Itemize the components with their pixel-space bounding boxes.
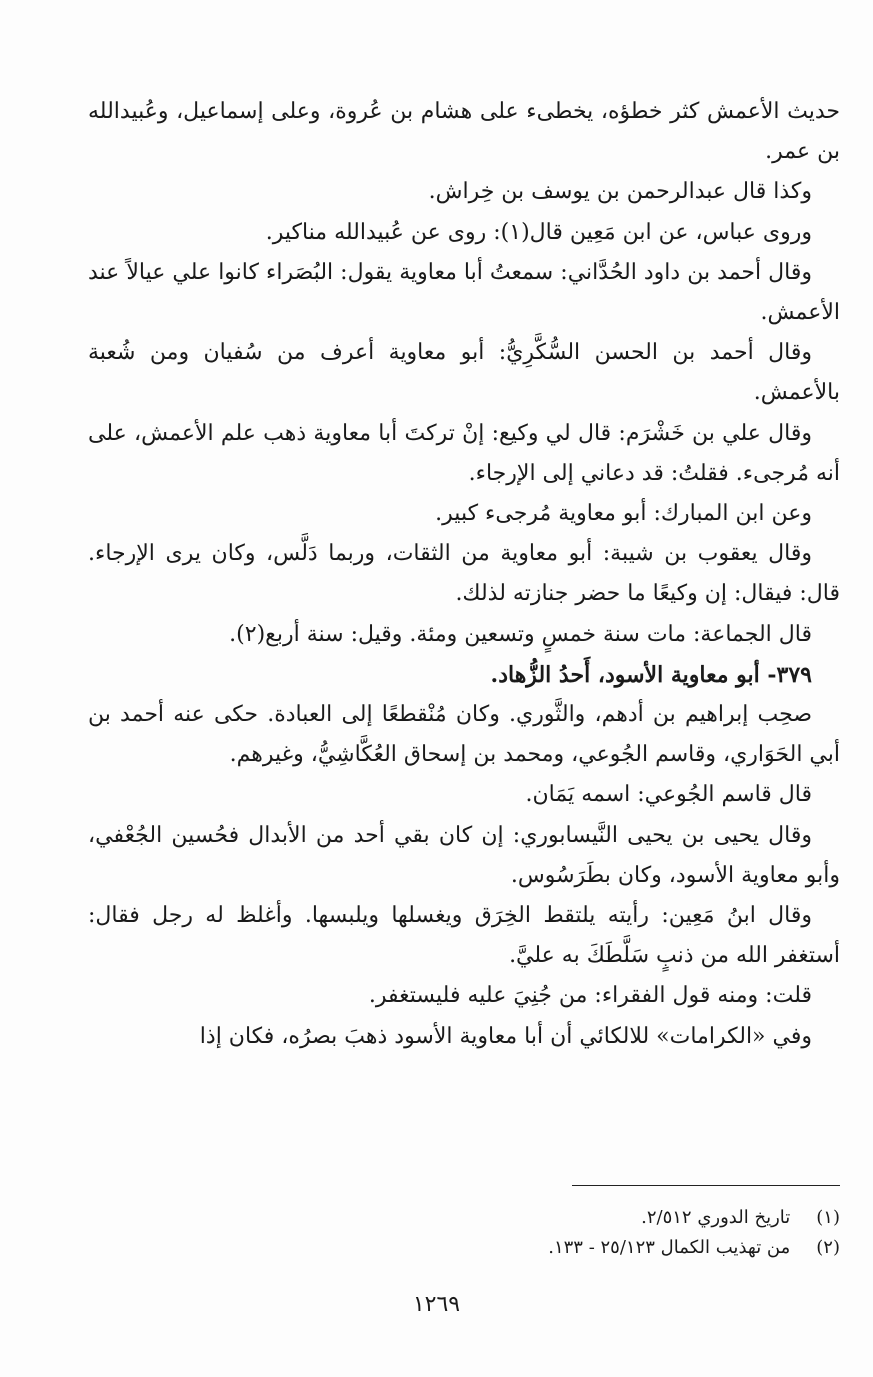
paragraph: وفي «الكرامات» للالكائي أن أبا معاوية الأسود ذهبَ بصرُه، فكان إذا [199, 1023, 812, 1049]
paragraph: قال الجماعة: مات سنة خمسٍ وتسعين ومئة. وقيل: سنة أربع(٢). [229, 621, 812, 647]
paragraph: وقال أحمد بن الحسن السُّكَّرِيُّ: أبو معاوية أعرف من سُفيان ومن شُعبة بالأعمش. [88, 340, 840, 406]
footnote-divider [572, 1185, 840, 1186]
footnote-number: (١) [816, 1207, 840, 1228]
paragraph: وقال يحيى بن يحيى النَّيسابوري: إن كان بقي أحد من الأبدال فحُسين الجُعْفي، وأبو معاوية الأسود، وكان بطَرَسُوس. [88, 822, 840, 888]
footnote-text: تاريخ الدوري ٢/٥١٢. [641, 1207, 791, 1228]
footnote [88, 1203, 840, 1233]
paragraph: وكذا قال عبدالرحمن بن يوسف بن خِراش. [428, 179, 812, 205]
footnote [88, 1233, 840, 1263]
footnote-number: (٢) [816, 1237, 840, 1258]
main-text-block [88, 92, 840, 1057]
paragraph: قلت: ومنه قول الفقراء: من جُنِيَ عليه فليستغفر. [368, 983, 812, 1009]
footnote-text: من تهذيب الكمال ٢٥/١٢٣ - ١٣٣. [548, 1237, 791, 1258]
paragraph: وقال ابنُ مَعِين: رأيته يلتقط الخِرَق ويغسلها ويلبسها. وأغلظ له رجل فقال: أستغفر الله من ذنبٍ سَلَّطَكَ به عليَّ. [88, 903, 840, 969]
paragraph: وروى عباس، عن ابن مَعِين قال(١): روى عن عُبيدالله مناكير. [265, 219, 812, 245]
paragraph: وقال أحمد بن داود الحُدَّاني: سمعتُ أبا معاوية يقول: البُصَراء كانوا علي عيالاً عند الأعمش. [88, 259, 840, 326]
paragraph: وقال يعقوب بن شيبة: أبو معاوية من الثقات، وربما دَلَّس، وكان يرى الإرجاء. قال: فيقال: إن وكيعًا ما حضر جنازته لذلك. [88, 541, 840, 607]
paragraph: قال قاسم الجُوعي: اسمه يَمَان. [525, 782, 812, 808]
entry-heading: ٣٧٩- أبو معاوية الأسود، أَحدُ الزُّهاد. [490, 661, 812, 688]
paragraph: وقال علي بن خَشْرَم: قال لي وكيع: إنْ تركتَ أبا معاوية ذهب علم الأعمش، على أنه مُرجىء. فقلتُ: قد دعاني إلى الإرجاء. [88, 420, 840, 486]
paragraph: صحِب إبراهيم بن أدهم، والثَّوري. وكان مُنْقطعًا إلى العبادة. حكى عنه أحمد بن أبي الحَوَاري، وقاسم الجُوعي، ومحمد بن إسحاق العُكَّاشِيُّ، وغيرهم. [88, 702, 840, 768]
paragraph: حديث الأعمش كثر خطؤه، يخطىء على هشام بن عُروة، وعلى إسماعيل، وعُبيدالله بن عمر. [88, 99, 840, 165]
footnotes [88, 1203, 840, 1263]
page-number: ١٢٦٩ [412, 1292, 461, 1317]
paragraph: وعن ابن المبارك: أبو معاوية مُرجىء كبير. [435, 501, 812, 527]
